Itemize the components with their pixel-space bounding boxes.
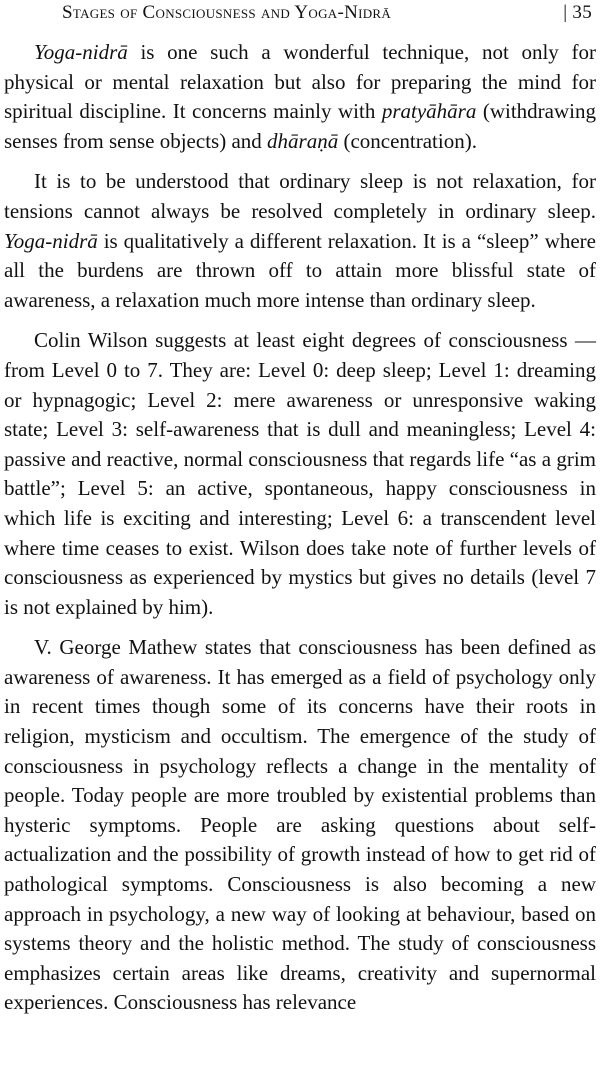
italic-term: pratyāhāra <box>381 99 477 124</box>
paragraph <box>4 38 596 156</box>
text-run: V. George Mathew states that consciousness has been defined as awareness of awareness. It has emerged as a field of psychology only in recent times though some of its concerns have their roots in religion, mysticism and occultism. The emergence of the study of consciousness in psychology reflects a change in the mentality of people. Today people are more troubled by existential problems than hysteric symptoms. People are asking questions about self-actualization and the possibility of growth instead of how to get rid of pathological symptoms. Consciousness is also becoming a new approach in psychology, a new way of looking at behaviour, based on systems theory and the holistic method. The study of consciousness emphasizes certain areas like dreams, creativity and supernormal experiences. Consciousness has relevance <box>4 635 596 1015</box>
text-run: is qualitatively a different relaxation. It is a “sleep” where all the burdens are thrown off to attain more blissful state of awareness, a relaxation much more intense than ordinary sleep. <box>4 228 596 312</box>
text-run: is one such a wonderful technique, not only for physical or mental relaxation but also for preparing the mind for spiritual discipline. It concerns mainly with <box>4 40 596 124</box>
italic-term: Yoga-nidrā <box>34 40 128 64</box>
italic-term: Yoga-nidrā <box>4 228 98 253</box>
paragraph <box>4 167 596 315</box>
paragraph <box>4 633 596 1018</box>
italic-term: dhāraṇā <box>267 128 339 153</box>
text-run: (concentration). <box>338 128 477 153</box>
text-run: (withdrawing senses from sense objects) and <box>4 99 596 153</box>
body-text <box>4 38 596 1018</box>
page-number: 35 <box>572 2 592 23</box>
running-title: Stages of Consciousness and Yoga-Nidrā <box>62 2 392 23</box>
paragraph <box>4 326 596 622</box>
folio-separator: | <box>563 2 568 23</box>
text-run: Colin Wilson suggests at least eight degrees of consciousness — from Level 0 to 7. They are: Level 0: deep sleep; Level 1: dreaming or hypnagogic; Level 2: mere awareness or unresponsive waking state; Level 3: self-awareness that is dull and meaningless; Level 4: passive and reactive, normal consciousness that regards life “as a grim battle”; Level 5: an active, spontaneous, happy consciousness in which life is exciting and interesting; Level 6: a transcendent level where time ceases to exist. Wilson does take note of further levels of consciousness as experienced by mystics but gives no details (level 7 is not explained by him). <box>4 328 596 619</box>
running-head <box>4 0 596 34</box>
text-run: It is to be understood that ordinary sleep is not relaxation, for tensions cannot always be resolved completely in ordinary sleep. <box>4 169 596 223</box>
page-folio <box>563 2 594 24</box>
